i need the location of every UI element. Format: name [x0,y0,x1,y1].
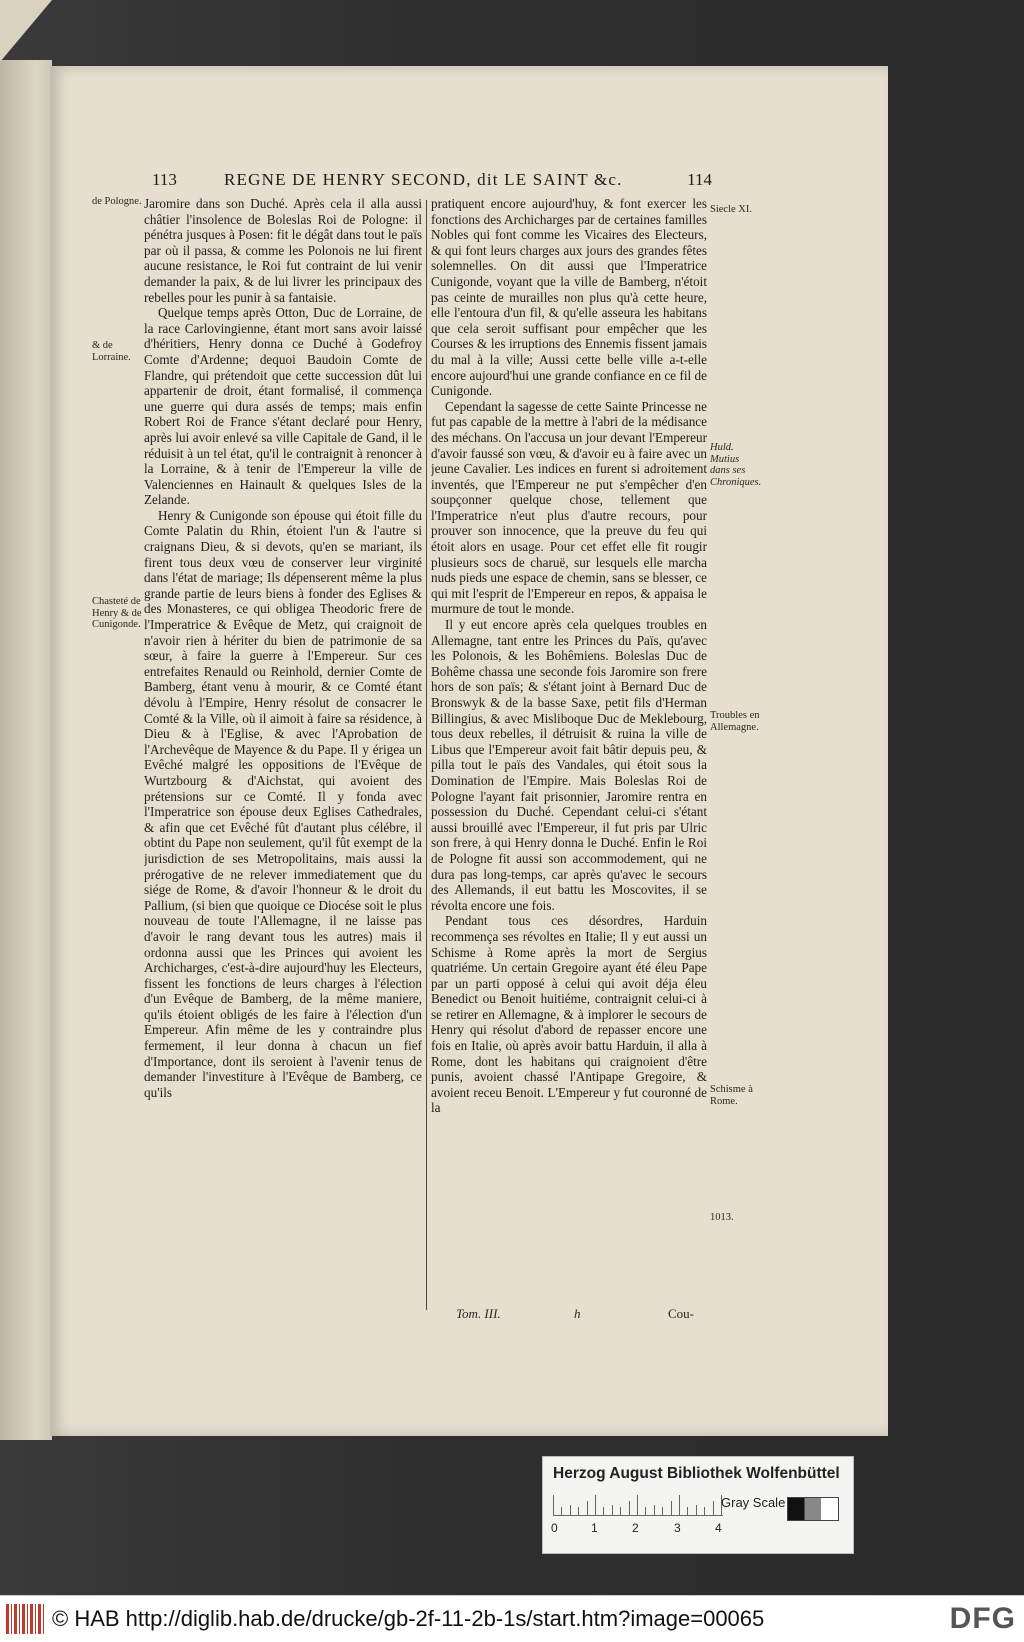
scale-number: 1 [591,1521,598,1535]
margin-note-huld: Huld. Mutius dans ses Chroniques. [710,442,762,488]
scale-number: 0 [551,1521,558,1535]
paragraph: pratiquent encore aujourd'huy, & font exercer les fonctions des Archicharges par de certaines familles Nobles qui font comme les Vicaires des Electeurs, & qui font leurs charges aux jours des grandes fêtes solemnelles. On dit aussi que l'Imperatrice Cunigonde, voyant que la ville de Bamberg, n'étoit pas ceinte de murailles non plus qu'à cette heure, elle l'entoura d'un fil, & qu'elle asseura les habitans que cela seroit suffisant pour empêcher que les Courses & les irruptions des Ennemis fissent jamais du mal à la ville; Aussi cette belle ville a-t-elle encore aujourd'hui une grande confiance en ce fil de Cunigonde. [431,196,707,399]
color-target-card [542,1456,854,1554]
gray-scale-swatch [787,1497,839,1521]
margin-note-schisme: Schisme à Rome. [710,1084,753,1107]
paragraph: Quelque temps après Otton, Duc de Lorraine, de la race Carlovingienne, étant mort sans avoir laissé d'héritiers, Henry donna ce Duché à Godefroy Comte d'Ardenne; dequoi Baudoin Comte de Flandre, qui prétendoit que cette succession dût lui appartenir de droit, étant formalisé, il commença une guerre qui dura assés de temps; mais enfin Robert Roi de France s'étant declaré pour Henry, après lui avoir enlevé sa ville Capitale de Gand, il le réduisit à un tel état, qu'il le contraignit à renoncer à la Lorraine, & à tenir de l'Empereur la ville de Valenciennes en Hainault & quelques Isles de la Zelande. [144,305,422,508]
footer-volume: Tom. III. [456,1306,501,1321]
paragraph: Jaromire dans son Duché. Après cela il alla aussi châtier l'insolence de Boleslas Roi de Pologne: il pénétra jusques à Posen: fit le dégât dans tout le païs par où il passa, & comme les Polonois ne lui firent aucune resistance, le Roi fut contraint de lui venir demander la paix, & de lui livrer les principaux des rebelles pour les punir à sa fantaisie. [144,196,422,305]
paragraph: Cependant la sagesse de cette Sainte Princesse ne fut pas capable de la mettre à l'abri de la médisance des méchans. On l'accusa un jour devant l'Empereur d'avoir faussé son vœu, & d'avoir eu à faire avec un jeune Cavalier. Les indices en furent si adroitement inventés, que l'Empereur ne put s'empêcher d'en soupçonner quelque chose, tellement que l'Imperatrice n'eut plus d'autre recours, pour prouver son innocence, que la preuve du feu qui étoit alors en usage. Pour cet effet elle fit rougir plusieurs socs de charuë, sur lesquels elle marcha nuds pieds une espace de chemin, sans se blesser, ce qui mit l'esprit de l'Empereur en repos, & appaisa le murmure de tout le monde. [431,398,707,617]
left-page-edge [0,60,52,1440]
margin-note-siecle: Siecle XI. [710,204,752,215]
paragraph: Il y eut encore après cela quelques troubles en Allemagne, tant entre les Princes du Païs, qu'avec les Polonois, & les Bohêmiens. Boleslas Duc de Bohême chassa une seconde fois Jaromire son frere hors de son païs; & s'étant joint à Bernard Duc de Bronswyk & de la basse Saxe, petit fils d'Herman Billingius, & avec Misliboque Duc de Meklebourg, tous deux rebelles, il détruisit & ruina la ville de Libus que l'Empereur avoit fait bâtir depuis peu, & pilla tout le païs des Vandales, qui étoit sous la Domination de l'Empire. Mais Boleslas Roi de Pologne l'ayant fait prisonnier, Jaromire rentra en possession du Duché. Cependant celui-ci s'étant aussi brouillé avec l'Empereur, il fut pris par Ulric son frere, à qui Henry donna le Duché. Enfin le Roi de Pologne fit aussi son accommodement, qui ne dura pas long-temps, car après qu'avec le secours des Allemands, il eut battu les Moscovites, il se révolta encore une fois. [431,617,707,913]
left-page-corner [0,0,52,62]
footer-catchword: Cou- [668,1306,694,1321]
scale-number: 3 [674,1521,681,1535]
margin-note-lorraine: & de Lorraine. [92,340,131,363]
paragraph: Henry & Cunigonde son épouse qui étoit fille du Comte Palatin du Rhin, étoient l'un & l'autre si craignans Dieu, & si devots, qu'en se mariant, ils firent tous deux vœu de conserver leur virginité dans l'état de mariage; Ils dépenserent même la plus grande partie de leurs biens à fonder des Eglises & des Monasteres, ce qui obligea Theodoric frere de l'Imperatrice & Evêque de Metz, qui craignoit de n'avoir rien à hériter du bien de patrimonie de sa sœur, à faire la guerre à l'Empereur. Sur ces entrefaites Renauld ou Reinhold, dernier Comte de Bamberg, étant venu à mourir, & ce Comté étant dévolu à l'Empire, Henry résolut de consacrer le Comté & la Ville, où il aimoit à faire sa résidence, à Dieu & à l'Eglise, & avec l'Aprobation de l'Archevêque de Mayence & du Pape. Il y érigea un Evêché malgré les oppositions de l'Evêque de Wurtzbourg & d'Aichstat, qui avoient des prétensions sur ce Comté. Il y fonda avec l'Imperatrice son épouse deux Eglises Cathedrales, & afin que cet Evêché fût d'autant plus célébre, il obtint du Pape non seulement, qu'il fût exempt de la jurisdiction de ses Metropolitains, mais aussi la prérogative de ne relever immediatement que du siége de Rome, & d'avoir l'honneur & le droit du Pallium, (si bien que quoique ce Diocése soit le plus nouveau de toute l'Allemagne, il ne laisse pas d'avoir le rang devant tous les autres) mais il ordonna aussi que les Princes qui avoient les Archicharges, c'est-à-dire aujourd'huy les Electeurs, fissent les fonctions de leurs charges à l'élection d'un Evêque de Bamberg, de la même maniere, qu'ils étoient obligés de les faire à l'élection d'un Empereur. Afin même de les y contraindre plus fermement, il leur donna à chacun un fief d'Importance, dont ils seroient à l'avenir tenus de demander l'investiture à l'Evêque de Bamberg, ce qu'ils [144,507,422,1100]
margin-note-chastete: Chasteté de Henry & de Cunigonde. [92,596,142,630]
footer-bar [0,1595,1024,1642]
column-divider [426,200,427,1310]
running-title: REGNE DE HENRY SECOND, dit LE SAINT &c. [224,170,623,189]
dfg-logo: DFG [949,1602,1016,1635]
scale-number: 4 [715,1521,722,1535]
footer-signature: h [574,1306,581,1321]
source-url[interactable]: © HAB http://diglib.hab.de/drucke/gb-2f-11-2b-1s/start.htm?image=00065 [52,1606,765,1631]
target-title: Herzog August Bibliothek Wolfenbüttel [553,1465,840,1482]
text-column-right [431,196,707,1304]
margin-note-pologne: de Pologne. [92,196,142,207]
page-number-left: 113 [152,170,177,189]
scale-number: 2 [632,1521,639,1535]
scale-ruler [553,1495,723,1516]
gray-scale-label: Gray Scale [721,1495,786,1510]
running-header [152,170,712,196]
paragraph: Pendant tous ces désordres, Harduin recommença ses révoltes en Italie; Il y eut aussi un Schisme à Rome après la mort de Sergius quatriéme. Un certain Gregoire ayant été éleu Pape par un parti opposé à celui qui avoit déja éleu Benedict ou Benoit huitiéme, contraignit celui-ci à se retirer en Allemagne, & à implorer le secours de Henry qui résolut d'abord de repasser encore une fois en Italie, où après avoir battu Harduin, il alla à Rome, dont les habitans qui craignoient d'être punis, avoient chassé l'Antipape Gregoire, & avoient receu Benoit. L'Empereur y fut couronné de la [431,913,707,1116]
hab-logo-icon [6,1604,46,1634]
margin-note-troubles: Troubles en Allemagne. [710,710,760,733]
text-column-left [144,196,422,1304]
page-number-right: 114 [687,170,712,189]
margin-note-year: 1013. [710,1212,734,1223]
